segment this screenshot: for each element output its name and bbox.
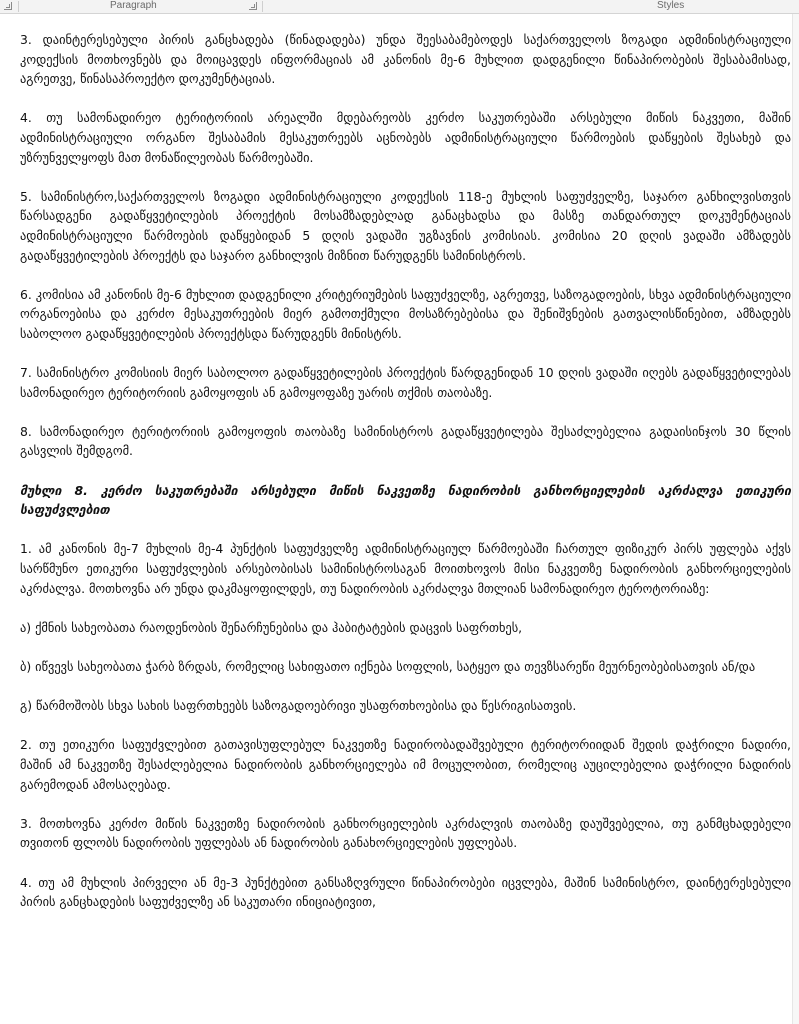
article-8-point-2: 2. თუ ეთიკური საფუძვლებით გათავისუფლებულ ნაკვეთზე ნადირობადაშვებული ტერიტორიიდან შედის დაჭრილი ნადირი, მაშინ ამ ნაკვეთზე შესაძლებელია ნადირობის განხორციელება იმ მოცულობით, რომელიც აუცილებელია დაჭრილი ნადირის გარემოდან ამოსაღებად.: [20, 737, 791, 792]
paragraph-3-application: 3. დაინტერესებული პირის განცხადება (წინადადება) უნდა შეესაბამებოდეს საქართველოს ზოგადი ადმინისტრაციული კოდექსის მოთხოვნებს და მოიცავდეს ინფორმაციას ამ კანონის მე-6 მუხლით დადგენილი წინაპირობების შესაბამისად, აგრეთვე, წინასაპროექტო დოკუმენტაციას.: [20, 32, 791, 87]
article-8-subpoint-g: გ) წარმოშობს სხვა სახის საფრთხეებს საზოგადოებრივი უსაფრთხოებისა და წესრიგისათვის.: [20, 698, 577, 714]
clipboard-dialog-launcher-icon[interactable]: [4, 2, 12, 10]
paragraph-6-draft-decision: 6. კომისია ამ კანონის მე-6 მუხლით დადგენილი კრიტერიუმების საფუძველზე, აგრეთვე, საზოგადოების, სხვა ადმინისტრაციული ორგანოებისა და კერძო მესაკუთრეების მიერ გამოთქმული მოსაზრებებისა და შენიშვნების გათვალისწინებით, ამზადებს საბოლოო გადაწყვეტილების პროექტსდა წარუდგენს მინისტრს.: [20, 286, 791, 341]
article-8-point-1: 1. ამ კანონის მე-7 მუხლის მე-4 პუნქტის საფუძველზე ადმინისტრაციულ წარმოებაში ჩართულ ფიზიკურ პირს უფლება აქვს სარწმუნო ეთიკური საფუძვლების არსებობისას სამინისტროსაგან მოითხოვოს მისი ნაკვეთზე ნადირობის განხორციელების აკრძალვა. მოთხოვნა არ უნდა დაკმაყოფილდეს, თუ ნადირობის აკრძალვა მთლიან სამონადირეო ტეროტორიაზე:: [20, 541, 791, 596]
ribbon-separator: [262, 1, 263, 12]
paragraph-7-ministry-decision: 7. სამინისტრო კომისიის მიერ საბოლოო გადაწყვეტილების პროექტის წარდგენიდან 10 დღის ვადაში იღებს გადაწყვეტილებას სამონადირეო ტერიტორიის გამოყოფის ან გამოყოფაზე უარის თქმის თაობაზე.: [20, 365, 791, 400]
paragraph-group-label: Paragraph: [110, 0, 157, 11]
article-8-subpoint-b: ბ) იწვევს სახეობათა ჭარბ ზრდას, რომელიც სახიფათო იქნება სოფლის, სატყეო და თევზსარეწი მეურნეობებისათვის ან/და: [20, 659, 756, 674]
paragraph-5-commission: 5. სამინისტრო,საქართველოს ზოგადი ადმინისტრაციული კოდექსის 118-ე მუხლის საფუძველზე, საჯარო განხილვისთვის წარსადგენი გადაწყვეტილების პროექტის მოსამზადებლად განაცხადსა და მასზე თანდართულ დოკუმენტაციას ადმინისტრაციული წარმოების დაწყებიდან 5 დღის ვადაში უგზავნის კომისიას. კომისია 20 დღის ვადაში ამზადებს გადაწყვეტილების პროექტს და საჯარო განხილვის მიზნით წარუდგენს სამინისტროს.: [20, 188, 791, 263]
vertical-scrollbar[interactable]: [792, 14, 799, 1024]
document-body[interactable]: [20, 30, 791, 931]
article-8-heading: მუხლი 8. კერძო საკუთრებაში არსებული მიწის ნაკვეთზე ნადირობის განხორციელების აკრძალვა ეთიკური საფუძვლებით: [20, 482, 791, 518]
article-8-point-4: 4. თუ ამ მუხლის პირველი ან მე-3 პუნქტებით განსაზღვრული წინაპირობები იცვლება, მაშინ სამინისტრო, დაინტერესებული პირის განცხადების საფუძველზე ან საკუთარი ინიციატივით,: [20, 874, 791, 910]
ribbon-separator: [18, 1, 19, 12]
styles-group-label: Styles: [657, 0, 685, 11]
article-8-subpoint-a: ა) ქმნის სახეობათა რაოდენობის შენარჩუნებისა და ჰაბიტატების დაცვის საფრთხეს,: [20, 619, 523, 635]
paragraph-8-revision: 8. სამონადირეო ტერიტორიის გამოყოფის თაობაზე სამინისტროს გადაწყვეტილება შესაძლებელია გადაისინჯოს 30 წლის გასვლის შემდგომ.: [20, 423, 791, 459]
ribbon-group-labels: [0, 0, 799, 14]
paragraph-4-private-land: 4. თუ სამონადირეო ტერიტორიის არეალში მდებარეობს კერძო საკუთრებაში არსებული მიწის ნაკვეთი, მაშინ ადმინისტრაციული ორგანო შესაბამის მესაკუთრეებს აცნობებს ადმინისტრაციული წარმოების დაწყების შესახებ და უზრუნველყოფს მათ მონაწილეობას წარმოებაში.: [20, 110, 791, 165]
paragraph-dialog-launcher-icon[interactable]: [249, 2, 257, 10]
article-8-point-3: 3. მოთხოვნა კერძო მიწის ნაკვეთზე ნადირობის განხორციელების აკრძალვის თაობაზე დაუშვებელია, თუ განმცხადებელი თვითონ ფლობს ნადირობის უფლებას ან ნადირობის განახორციელების უფლებას.: [20, 815, 791, 851]
